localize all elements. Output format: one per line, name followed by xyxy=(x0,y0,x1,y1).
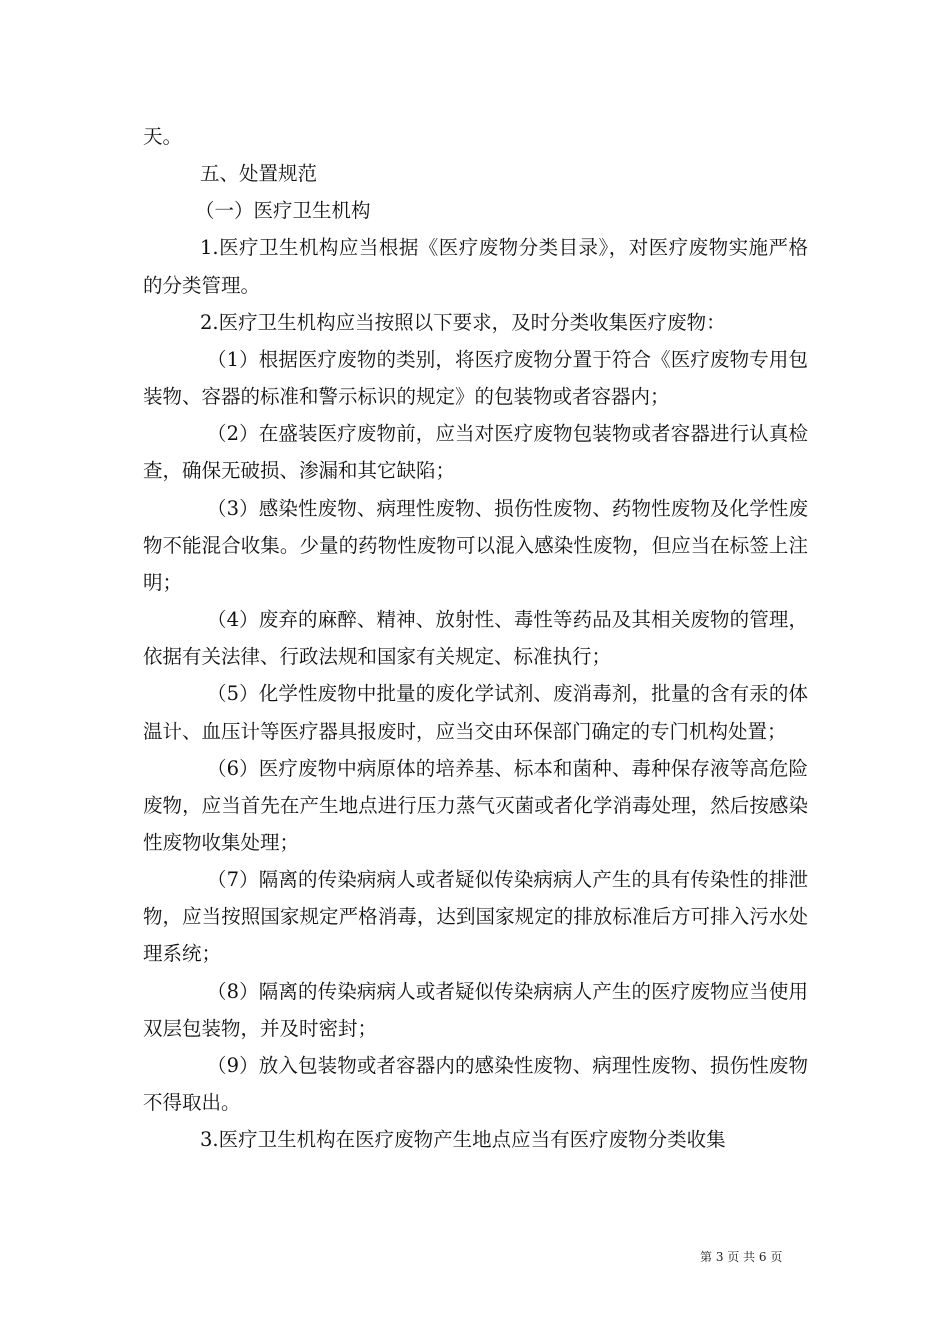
subsection-heading: （一）医疗卫生机构 xyxy=(195,199,371,223)
list-item: （2）在盛装医疗废物前，应当对医疗废物包装物或者容器进行认真检查，确保无破损、渗漏和其它缺陷； xyxy=(143,422,808,483)
paragraph-item-3: 3.医疗卫生机构在医疗废物产生地点应当有医疗废物分类收集 xyxy=(200,1128,726,1152)
page-number: 第 3 页 共 6 页 xyxy=(700,1250,783,1264)
list-item: （1）根据医疗废物的类别，将医疗废物分置于符合《医疗废物专用包装物、容器的标准和警示标识的规定》的包装物或者容器内； xyxy=(143,347,808,409)
document-body xyxy=(143,118,808,1158)
list-item: （8）隔离的传染病病人或者疑似传染病病人产生的医疗废物应当使用双层包装物，并及时密封； xyxy=(143,979,808,1040)
list-item: （3）感染性废物、病理性废物、损伤性废物、药物性废物及化学性废物不能混合收集。少量的药物性废物可以混入感染性废物，但应当在标签上注明； xyxy=(143,496,808,594)
paragraph-continuation: 天。 xyxy=(143,125,183,148)
list-item: （4）废弃的麻醉、精神、放射性、毒性等药品及其相关废物的管理，依据有关法律、行政法规和国家有关规定、标准执行； xyxy=(143,608,808,669)
list-item: （7）隔离的传染病病人或者疑似传染病病人产生的具有传染性的排泄物，应当按照国家规定严格消毒，达到国家规定的排放标准后方可排入污水处理系统； xyxy=(143,868,808,966)
list-item: （5）化学性废物中批量的废化学试剂、废消毒剂，批量的含有汞的体温计、血压计等医疗器具报废时，应当交由环保部门确定的专门机构处置； xyxy=(143,682,808,743)
paragraph-item-2: 2.医疗卫生机构应当按照以下要求，及时分类收集医疗废物： xyxy=(200,310,726,334)
paragraph-item-1: 1.医疗卫生机构应当根据《医疗废物分类目录》，对医疗废物实施严格的分类管理。 xyxy=(143,236,808,297)
list-item: （6）医疗废物中病原体的培养基、标本和菌种、毒种保存液等高危险废物，应当首先在产生地点进行压力蒸气灭菌或者化学消毒处理，然后按感染性废物收集处理； xyxy=(143,756,808,854)
section-heading: 五、处置规范 xyxy=(200,162,318,186)
list-item: （9）放入包装物或者容器内的感染性废物、病理性废物、损伤性废物不得取出。 xyxy=(143,1053,808,1115)
